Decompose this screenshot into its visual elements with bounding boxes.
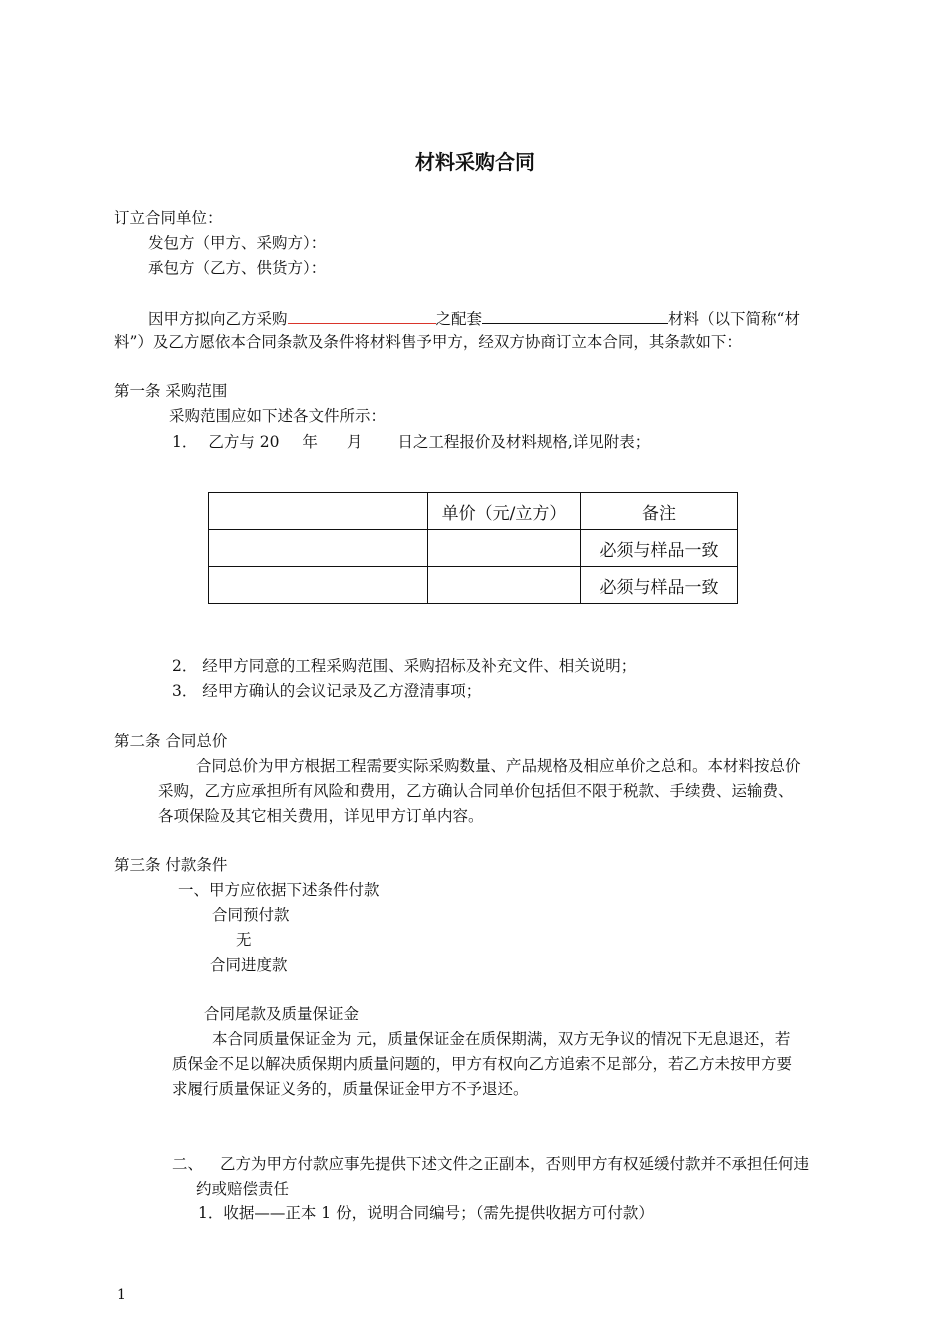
article3-sub2-line-2: 约或赔偿责任	[196, 1180, 290, 1198]
table-header-row	[209, 493, 738, 530]
sub2-text: 乙方为甲方付款应事先提供下述文件之正副本，否则甲方有权延缓付款并不承担任何违	[219, 1155, 809, 1173]
document-title: 材料采购合同	[415, 150, 535, 174]
final-payment-label: 合同尾款及质量保证金	[204, 1005, 360, 1023]
intro-line-2: 料”）及乙方愿依本合同条款及条件将材料售予甲方，经双方协商订立本合同，其条款如下：	[114, 333, 742, 351]
article2-line-3: 各项保险及其它相关费用，详见甲方订单内容。	[158, 807, 484, 825]
article3-heading: 第三条 付款条件	[114, 856, 228, 874]
intro-part-3: 材料（以下简称“材	[668, 310, 800, 328]
table-header-cell: 单价（元/立方）	[428, 493, 581, 530]
item1-number: 1．	[172, 433, 198, 451]
table-row	[209, 530, 738, 567]
article1-lead: 采购范围应如下述各文件所示：	[169, 407, 387, 425]
table-cell	[209, 567, 428, 604]
intro-part-1: 因甲方拟向乙方采购	[148, 310, 288, 328]
parties-heading: 订立合同单位：	[114, 209, 223, 227]
table-cell: 必须与样品一致	[581, 530, 738, 567]
table-cell	[209, 530, 428, 567]
material-blank	[288, 307, 436, 324]
item1-year: 年	[302, 433, 318, 451]
item1-part-d: 日之工程报价及材料规格,详见附表；	[397, 433, 651, 451]
table-header-cell	[209, 493, 428, 530]
table-cell	[428, 530, 581, 567]
final-line-3: 求履行质量保证义务的，质量保证金甲方不予退还。	[172, 1080, 529, 1098]
table-row	[209, 567, 738, 604]
item1-part-a: 乙方与 20	[208, 433, 280, 451]
final-line-1: 本合同质量保证金为 元，质量保证金在质保期满，双方无争议的情况下无息退还，若	[212, 1030, 791, 1048]
intro-part-2: 之配套	[435, 310, 483, 328]
party-a-line: 发包方（甲方、采购方）：	[148, 234, 327, 252]
article2-line-1: 合同总价为甲方根据工程需要实际采购数量、产品规格及相应单价之总和。本材料按总价	[196, 757, 801, 775]
article1-item2: 2． 经甲方同意的工程采购范围、采购招标及补充文件、相关说明；	[172, 657, 637, 675]
article3-doc1: 1．收据——正本 1 份，说明合同编号；（需先提供收据方可付款）	[198, 1204, 654, 1222]
sub2-number: 二、	[172, 1155, 204, 1173]
article1-item3: 3． 经甲方确认的会议记录及乙方澄清事项；	[172, 682, 482, 700]
article2-line-2: 采购，乙方应承担所有风险和费用，乙方确认合同单价包括但不限于税款、手续费、运输费、	[158, 782, 794, 800]
table-cell	[428, 567, 581, 604]
final-line-2: 质保金不足以解决质保期内质量问题的，甲方有权向乙方追索不足部分，若乙方未按甲方要	[172, 1055, 793, 1073]
intro-line-1	[148, 307, 800, 329]
article2-heading: 第二条 合同总价	[114, 732, 228, 750]
item1-month: 月	[346, 433, 363, 451]
advance-payment-value: 无	[236, 931, 252, 949]
table-cell: 必须与样品一致	[581, 567, 738, 604]
project-blank	[482, 307, 668, 324]
advance-payment-label: 合同预付款	[212, 906, 290, 924]
article1-heading: 第一条 采购范围	[114, 382, 228, 400]
article3-sub1: 一、甲方应依据下述条件付款	[178, 881, 380, 899]
table-header-cell: 备注	[581, 493, 738, 530]
page-number: 1	[117, 1287, 126, 1303]
party-b-line: 承包方（乙方、供货方）：	[148, 259, 327, 277]
progress-payment-label: 合同进度款	[210, 956, 288, 974]
article1-item1	[172, 432, 650, 452]
article3-sub2-line-1	[172, 1154, 809, 1174]
price-table	[208, 492, 738, 604]
